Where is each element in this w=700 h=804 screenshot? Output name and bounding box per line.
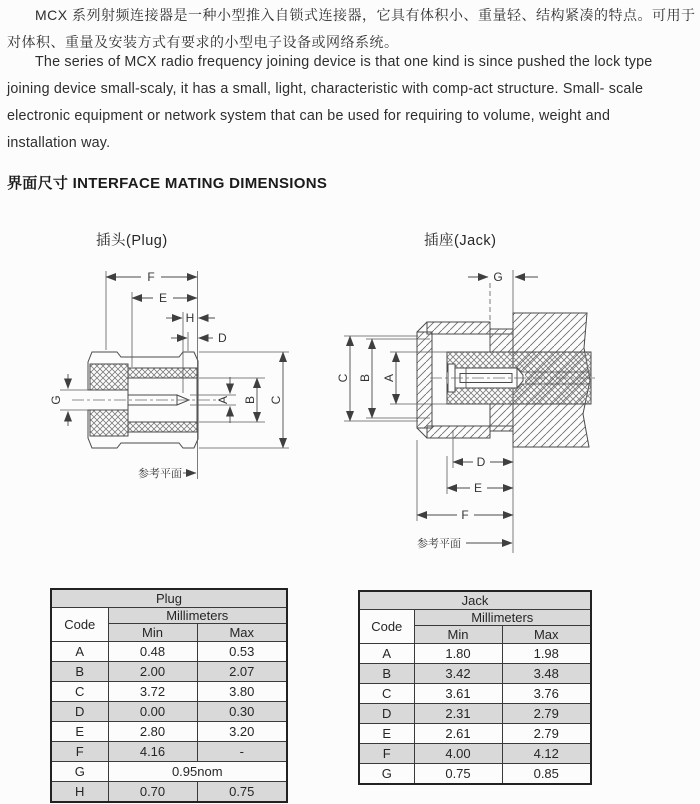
min-header: Min	[108, 624, 197, 642]
dim-min: 0.48	[108, 642, 197, 662]
plug-dim-label-e: E	[158, 291, 168, 305]
table-row	[51, 702, 287, 722]
table-row	[51, 742, 287, 762]
dim-min: 3.61	[414, 684, 502, 704]
jack-dim-label-f: F	[461, 508, 469, 522]
dim-max: 0.53	[197, 642, 287, 662]
dim-min: 0.00	[108, 702, 197, 722]
table-row	[359, 610, 591, 626]
plug-dim-label-f: F	[147, 270, 155, 284]
jack-body	[417, 313, 591, 447]
dim-code: H	[51, 782, 108, 803]
dim-max: 2.79	[502, 704, 591, 724]
plug-dim-label-h: H	[185, 311, 195, 325]
dim-max: 3.20	[197, 722, 287, 742]
intro-paragraph-zh	[7, 2, 697, 56]
dim-min: 2.80	[108, 722, 197, 742]
dim-max: 1.98	[502, 644, 591, 664]
jack-table	[358, 590, 592, 785]
table-row	[359, 664, 591, 684]
intro-en-line: The series of MCX radio frequency joining device is that one kind is since pushed the lock type	[35, 54, 653, 70]
dim-max: 3.80	[197, 682, 287, 702]
unit-header: Millimeters	[414, 610, 591, 626]
intro-paragraph-en	[7, 49, 697, 157]
dim-max: 3.48	[502, 664, 591, 684]
jack-dim-label-c: C	[336, 373, 350, 383]
jack-dim-label-b: B	[358, 373, 372, 383]
section-heading-en: INTERFACE MATING DIMENSIONS	[72, 175, 328, 192]
dim-min: 2.00	[108, 662, 197, 682]
dim-code: G	[51, 762, 108, 782]
section-heading-zh: 界面尺寸	[7, 175, 69, 192]
dim-code: A	[51, 642, 108, 662]
max-header: Max	[197, 624, 287, 642]
dim-code: D	[51, 702, 108, 722]
plug-drawing	[40, 255, 305, 495]
dim-min: 4.16	[108, 742, 197, 762]
dim-code: E	[51, 722, 108, 742]
table-row	[359, 724, 591, 744]
dim-max: 0.75	[197, 782, 287, 803]
max-header: Max	[502, 626, 591, 644]
table-row	[359, 644, 591, 664]
dim-min: 3.72	[108, 682, 197, 702]
intro-en-line: installation way.	[7, 135, 111, 151]
intro-zh-line: MCX 系列射频连接器是一种小型推入自锁式连接器，它具有体积小、重量轻、结构紧凑的特点。可用于	[35, 7, 696, 23]
dim-code: F	[51, 742, 108, 762]
table-row	[359, 764, 591, 785]
dim-min: 2.61	[414, 724, 502, 744]
table-row	[51, 762, 287, 782]
dim-value-span: 0.95nom	[108, 762, 287, 782]
dim-code: A	[359, 644, 414, 664]
code-header: Code	[359, 610, 414, 644]
figure-title-jack: 插座(Jack)	[424, 233, 497, 249]
jack-ref-plane-label: 参考平面	[417, 538, 461, 550]
dim-max: 0.85	[502, 764, 591, 785]
plug-ref-plane-label: 参考平面	[138, 468, 182, 480]
plug-dim-label-c: C	[269, 395, 283, 405]
plug-dim-label-b: B	[243, 395, 257, 405]
code-header: Code	[51, 608, 108, 642]
jack-table-title: Jack	[359, 591, 591, 610]
unit-header: Millimeters	[108, 608, 287, 624]
dim-min: 4.00	[414, 744, 502, 764]
jack-dim-label-a: A	[382, 373, 396, 383]
table-row	[51, 782, 287, 803]
table-row	[359, 744, 591, 764]
intro-en-line: electronic equipment or network system that can be used for requiring to volume, weight and	[7, 108, 611, 124]
table-row	[359, 704, 591, 724]
dim-min: 3.42	[414, 664, 502, 684]
table-row	[51, 608, 287, 624]
plug-dim-label-d: D	[218, 331, 227, 345]
dim-max: 2.07	[197, 662, 287, 682]
table-row	[51, 662, 287, 682]
jack-dim-label-g: G	[493, 270, 503, 284]
dim-min: 0.70	[108, 782, 197, 803]
table-row	[51, 682, 287, 702]
dim-code: C	[51, 682, 108, 702]
dim-code: G	[359, 764, 414, 785]
jack-dim-label-e: E	[473, 481, 483, 495]
plug-table	[50, 588, 288, 803]
dim-code: D	[359, 704, 414, 724]
dim-max: 3.76	[502, 684, 591, 704]
plug-dim-label-g: G	[49, 395, 63, 405]
dim-code: E	[359, 724, 414, 744]
dim-min: 0.75	[414, 764, 502, 785]
section-heading	[7, 172, 327, 193]
dim-max: 0.30	[197, 702, 287, 722]
dim-code: C	[359, 684, 414, 704]
dim-min: 1.80	[414, 644, 502, 664]
plug-dim-label-a: A	[216, 395, 230, 405]
dim-max: 4.12	[502, 744, 591, 764]
dim-max: -	[197, 742, 287, 762]
dim-max: 2.79	[502, 724, 591, 744]
plug-table-title: Plug	[51, 589, 287, 608]
dim-min: 2.31	[414, 704, 502, 724]
intro-en-line: joining device small-scaly, it has a small, light, characteristic with comp-act structure. Small- scale	[7, 81, 644, 97]
min-header: Min	[414, 626, 502, 644]
table-row	[359, 684, 591, 704]
dim-code: B	[51, 662, 108, 682]
table-row	[51, 642, 287, 662]
jack-drawing	[330, 258, 620, 558]
table-row	[51, 589, 287, 608]
table-row	[51, 722, 287, 742]
intro-zh-line: 对体积、重量及安装方式有要求的小型电子设备或网络系统。	[7, 34, 399, 50]
dim-code: B	[359, 664, 414, 684]
figure-title-plug: 插头(Plug)	[96, 233, 168, 249]
dim-code: F	[359, 744, 414, 764]
jack-dim-label-d: D	[476, 455, 486, 469]
table-row	[359, 591, 591, 610]
